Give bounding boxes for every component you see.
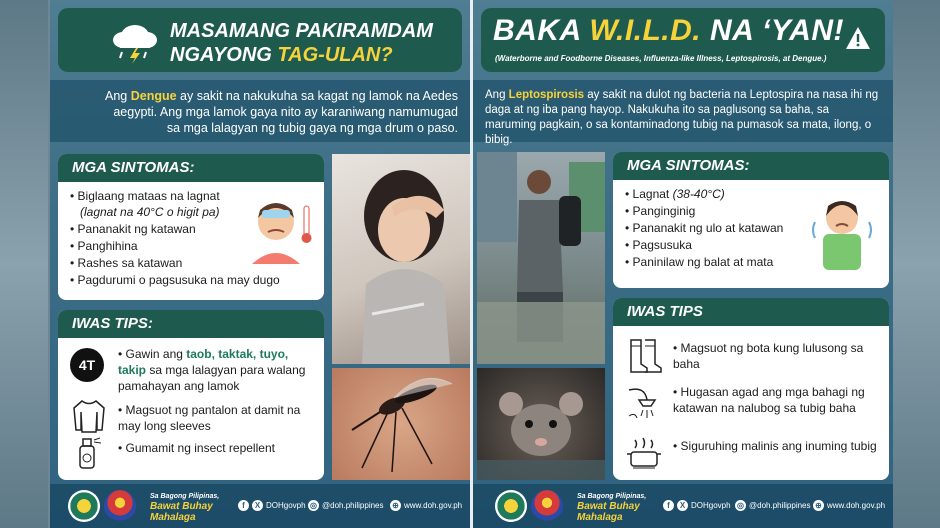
tip-item [68, 440, 316, 474]
symptom-item: • Pagdurumi o pagsusuka na may dugo [70, 272, 314, 288]
symptom-text: Biglaang mataas na lagnat [77, 189, 220, 203]
tip-highlight: taob, taktak, tuyo, takip [118, 347, 289, 377]
symptom-item: • Panghihina [70, 238, 314, 254]
symptom-text: Lagnat [632, 187, 670, 201]
title-highlight: W.I.L.D. [589, 14, 702, 47]
title-prefix: BAKA [493, 14, 590, 47]
tip-rest: sa mga lalagyan para walang pamahayan ang lamok [118, 363, 306, 393]
website-url: www.doh.gov.ph [827, 501, 886, 510]
dengue-intro [50, 80, 470, 142]
dengue-footer [50, 484, 470, 528]
facebook-icon: f [238, 500, 249, 511]
tip-item [68, 402, 316, 436]
leptospirosis-footer [473, 484, 893, 528]
title-highlight: TAG-ULAN? [277, 44, 393, 66]
tip-item [68, 346, 316, 398]
social-website[interactable] [813, 500, 885, 511]
symptom-note: (38-40°C) [672, 187, 725, 201]
dengue-title-line2 [170, 44, 393, 67]
leptospirosis-panel [473, 0, 893, 528]
doh-seal-logo [68, 490, 100, 522]
doh-seal-logo [495, 490, 527, 522]
tip-text: • Magsuot ng pantalon at damit na may long sleeves [118, 402, 316, 434]
bagong-pilipinas-logo [104, 490, 136, 522]
wild-title [493, 14, 844, 48]
facebook-icon: f [663, 500, 674, 511]
globe-icon: ⊕ [390, 500, 401, 511]
symptoms-heading: MGA SINTOMAS: [613, 152, 889, 180]
4t-badge-icon: 4T [70, 348, 104, 382]
rat-illustration [477, 368, 605, 480]
symptom-note: (lagnat na 40°C o higit pa) [80, 205, 220, 219]
instagram-icon: ◎ [308, 500, 319, 511]
intro-prefix: Ang [105, 89, 131, 103]
dengue-keyword: Dengue [130, 89, 177, 103]
instagram-icon: ◎ [735, 500, 746, 511]
mosquito-photo [332, 368, 470, 480]
insect-repellent-spray-icon [70, 434, 108, 470]
background-right [892, 0, 940, 528]
wild-subtitle: (Waterborne and Foodborne Diseases, Influenza-like Illness, Leptospirosis, at Dengue.) [495, 54, 827, 63]
flood-man-illustration [477, 152, 605, 364]
dengue-panel [50, 0, 470, 528]
social-instagram[interactable] [308, 500, 384, 511]
slogan [577, 492, 646, 523]
warning-icon [845, 26, 871, 50]
dengue-title-box [58, 8, 462, 72]
rat-photo [477, 368, 605, 480]
symptoms-heading: MGA SINTOMAS: [58, 154, 324, 182]
shivering-child-icon [809, 192, 875, 272]
social-facebook-x[interactable] [238, 500, 306, 511]
storm-cloud-icon [110, 18, 160, 64]
dengue-symptoms-card [58, 154, 324, 300]
tip-text: • Siguruhing malinis ang inuming tubig [673, 438, 881, 454]
symptom-item: • Pananakit ng ulo at katawan [625, 220, 879, 236]
symptom-item: • Panginginig [625, 203, 879, 219]
slogan-small: Sa Bagong Pilipinas, [150, 493, 220, 500]
tip-item [623, 338, 881, 378]
facebook-handle: DOHgovph [691, 501, 731, 510]
slogan-small: Sa Bagong Pilipinas, [577, 493, 647, 500]
tip-text: • Gumamit ng insect repellent [118, 440, 316, 456]
leptospirosis-tips-card [613, 298, 889, 480]
tip-item [623, 384, 881, 434]
symptom-item: • Paninilaw ng balat at mata [625, 254, 879, 270]
slogan-line2: Mahalaga [577, 512, 623, 523]
long-sleeve-shirt-icon [70, 398, 108, 434]
sick-person-icon [242, 192, 318, 264]
flood-wading-photo [477, 152, 605, 364]
slogan-line1: Bawat Buhay [577, 501, 640, 512]
title-suffix: NA ‘YAN! [701, 14, 844, 47]
wild-title-box [481, 8, 885, 72]
sick-woman-illustration [332, 154, 470, 364]
tips-heading: IWAS TIPS: [58, 310, 324, 338]
website-url: www.doh.gov.ph [404, 501, 463, 510]
bagong-pilipinas-logo [531, 490, 563, 522]
slogan-line1: Bawat Buhay [150, 501, 213, 512]
boiling-pot-icon [625, 434, 663, 470]
social-instagram[interactable] [735, 500, 811, 511]
tip-text: • Hugasan agad ang mga bahagi ng katawan na nalubog sa tubig baha [673, 384, 881, 416]
globe-icon: ⊕ [813, 500, 824, 511]
dengue-tips-card [58, 310, 324, 480]
intro-text: ay sakit na dulot ng bacteria na Leptospira na nasa ihi ng daga at ng iba pang hayop. Nakukuha ito sa paglusong sa baha, sa maruming pagkain, o sa kontaminadong tubig na pumasok sa mata, ilong, o bibig. [485, 89, 879, 146]
leptospirosis-keyword: Leptospirosis [508, 89, 585, 101]
social-website[interactable] [390, 500, 462, 511]
intro-prefix: Ang [485, 89, 509, 101]
tip-text [118, 346, 316, 394]
facebook-handle: DOHgovph [266, 501, 306, 510]
intro-text: ay sakit na nakukuha sa kagat ng lamok na Aedes aegypti. Ang mga lamok gaya nito ay karaniwang namumugad sa mga lalagyan ng tubig gaya ng mga drum o paso. [113, 89, 458, 135]
social-facebook-x[interactable] [663, 500, 731, 511]
leptospirosis-intro [473, 80, 893, 146]
title-prefix: NGAYONG [170, 44, 278, 66]
shower-icon [625, 386, 663, 422]
symptom-item: • Rashes sa katawan [70, 255, 314, 271]
tips-heading: IWAS TIPS [613, 298, 889, 326]
rubber-boots-icon [625, 338, 663, 374]
instagram-handle: @doh.philippines [749, 501, 811, 510]
x-icon: X [677, 500, 688, 511]
slogan-line2: Mahalaga [150, 512, 196, 523]
mosquito-illustration [332, 368, 470, 480]
dengue-title-line1: MASAMANG PAKIRAMDAM [170, 20, 433, 42]
leptospirosis-symptoms-card [613, 152, 889, 288]
symptom-item: • Pagsusuka [625, 237, 879, 253]
tip-item [623, 438, 881, 478]
x-icon: X [252, 500, 263, 511]
tip-text: • Magsuot ng bota kung lulusong sa baha [673, 340, 881, 372]
instagram-handle: @doh.philippines [322, 501, 384, 510]
background-left [0, 0, 48, 528]
symptom-item: • Pananakit ng katawan [70, 221, 314, 237]
slogan [150, 492, 219, 523]
tip-prefix: Gawin ang [125, 347, 187, 361]
sick-woman-photo [332, 154, 470, 364]
